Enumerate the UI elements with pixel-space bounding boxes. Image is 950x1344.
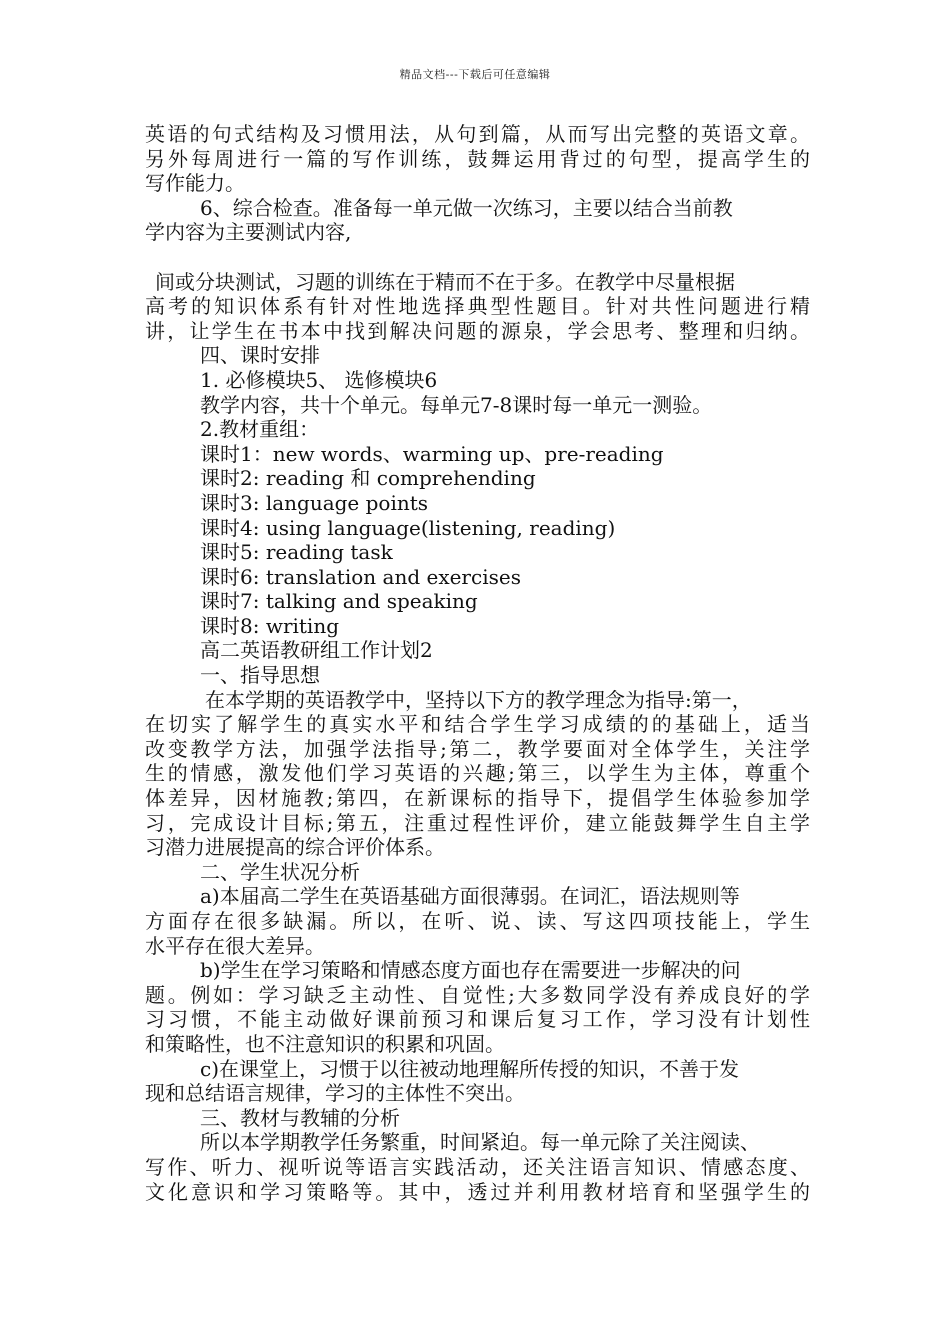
lesson-item: 课时7: talking and speaking	[200, 589, 478, 614]
lesson-item: 课时1：new words、warming up、pre-reading	[200, 441, 664, 466]
blank-line	[145, 245, 810, 270]
paragraph-line: a)本届高二学生在英语基础方面很薄弱。在词汇，语法规则等	[200, 884, 740, 909]
section-heading: 一、指导思想	[200, 663, 320, 688]
paragraph-line: 在切实了解学生的真实水平和结合学生学习成绩的的基础上，适当	[145, 712, 810, 737]
paragraph-line: 在本学期的英语教学中，坚持以下方的教学理念为指导:第一，	[205, 687, 752, 712]
lesson-item: 课时2: reading 和 comprehending	[200, 466, 536, 491]
paragraph-line: 间或分块测试，习题的训练在于精而不在于多。在教学中尽量根据	[155, 269, 735, 294]
paragraph-line: 写作、听力、视听说等语言实践活动，还关注语言知识、情感态度、	[145, 1154, 810, 1179]
section-heading: 三、教材与教辅的分析	[200, 1105, 400, 1130]
paragraph-line: 习潜力进展提高的综合评价体系。	[145, 835, 445, 860]
paragraph-line: 高考的知识体系有针对性地选择典型性题目。针对共性问题进行精	[145, 294, 810, 319]
paragraph-line: 文化意识和学习策略等。其中，透过并利用教材培育和坚强学生的	[145, 1179, 810, 1204]
paragraph-line: 学内容为主要测试内容,	[145, 220, 352, 245]
paragraph-line: 改变教学方法，加强学法指导;第二，教学要面对全体学生，关注学	[145, 736, 810, 761]
paragraph-line: 6、综合检查。准备每一单元做一次练习，主要以结合当前教	[200, 195, 733, 220]
paragraph-line: 生的情感，激发他们学习英语的兴趣;第三，以学生为主体，尊重个	[145, 761, 810, 786]
paragraph-line: 现和总结语言规律，学习的主体性不突出。	[145, 1081, 525, 1106]
paragraph-line: 题。例如：学习缺乏主动性、自觉性;大多数同学没有养成良好的学	[145, 982, 810, 1007]
lesson-item: 课时4: using language(listening, reading)	[200, 515, 616, 540]
paragraph-line: b)学生在学习策略和情感态度方面也存在需要进一步解决的问	[200, 958, 741, 983]
paragraph-line: 和策略性，也不注意知识的积累和巩固。	[145, 1031, 505, 1056]
lesson-item: 课时8: writing	[200, 613, 340, 638]
document-body	[145, 122, 810, 1204]
section-heading: 二、学生状况分析	[200, 859, 360, 884]
paragraph-line: 习，完成设计目标;第五，注重过程性评价，建立能鼓舞学生自主学	[145, 810, 810, 835]
lesson-item: 课时5: reading task	[200, 540, 393, 565]
paragraph-line: 所以本学期教学任务繁重，时间紧迫。每一单元除了关注阅读、	[200, 1130, 760, 1155]
paragraph-line: 另外每周进行一篇的写作训练，鼓舞运用背过的句型，提高学生的	[145, 146, 810, 171]
paragraph-line: c)在课堂上，习惯于以往被动地理解所传授的知识，不善于发	[200, 1056, 740, 1081]
paragraph-line: 讲，让学生在书本中找到解决问题的源泉，学会思考、整理和归纳。	[145, 318, 810, 343]
paragraph-line: 体差异，因材施教;第四，在新课标的指导下，提倡学生体验参加学	[145, 786, 810, 811]
paragraph-line: 习习惯，不能主动做好课前预习和课后复习工作，学习没有计划性	[145, 1007, 810, 1032]
paragraph-line: 教学内容，共十个单元。每单元7-8课时每一单元一测验。	[200, 392, 713, 417]
paragraph-line: 写作能力。	[145, 171, 245, 196]
paragraph-line: 2.教材重组：	[200, 417, 320, 442]
page-header: 精品文档---下载后可任意编辑	[399, 68, 551, 81]
paragraph-line: 英语的句式结构及习惯用法，从句到篇，从而写出完整的英语文章。	[145, 122, 810, 146]
paragraph-line: 方面存在很多缺漏。所以，在听、说、读、写这四项技能上，学生	[145, 909, 810, 933]
lesson-item: 课时3: language points	[200, 490, 429, 515]
paragraph-line: 水平存在很大差异。	[145, 933, 325, 958]
lesson-item: 课时6: translation and exercises	[200, 564, 521, 589]
section-heading: 四、课时安排	[200, 343, 320, 368]
paragraph-line: 1. 必修模块5、 选修模块6	[200, 367, 438, 392]
document-title: 高二英语教研组工作计划2	[200, 638, 433, 663]
